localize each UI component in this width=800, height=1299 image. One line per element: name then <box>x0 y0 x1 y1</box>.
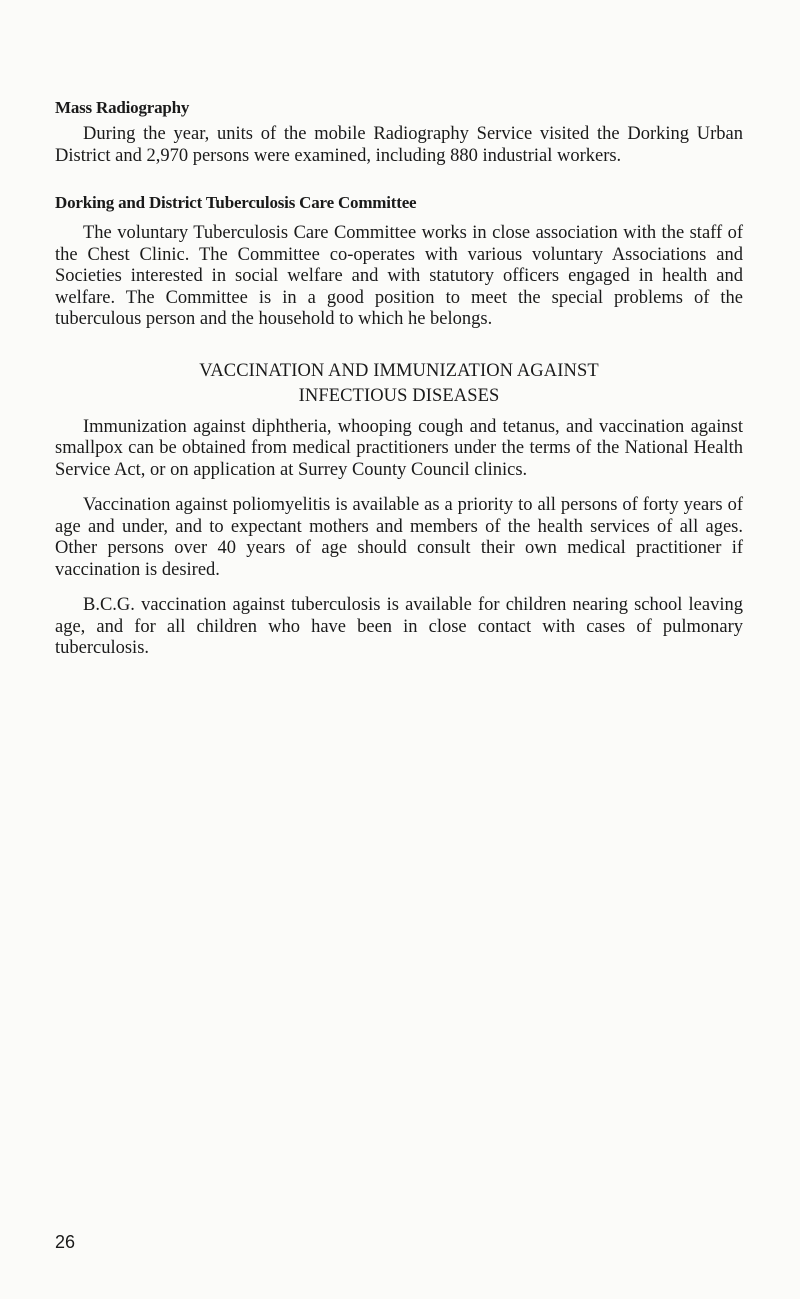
immunization-paragraph: Immunization against diphtheria, whooping cough and tetanus, and vaccination against smallpox can be obtained from medical practitioners under the terms of the National Health Service Act, or on application at Surrey County Council clinics. <box>55 416 743 480</box>
care-committee-heading: Dorking and District Tuberculosis Care Committee <box>55 193 417 212</box>
vaccination-title-line-2: INFECTIOUS DISEASES <box>298 385 500 406</box>
vaccination-section-title <box>55 359 743 409</box>
bcg-paragraph: B.C.G. vaccination against tuberculosis is available for children nearing school leaving age, and for all children who have been in close contact with cases of pulmonary tuberculosis. <box>55 595 743 658</box>
page-number: 26 <box>55 1232 76 1252</box>
document-page <box>55 97 743 660</box>
mass-radiography-heading: Mass Radiography <box>55 98 190 117</box>
care-committee-paragraph: The voluntary Tuberculosis Care Committee works in close association with the staff of the Chest Clinic. The Committee co-operates with various voluntary Associations and Societies interested in social welfare and with statutory officers engaged in health and welfare. The Committee is in a good position to meet the special problems of the tuberculous person and the household to which he belongs. <box>55 223 743 329</box>
poliomyelitis-paragraph: Vaccination against poliomyelitis is available as a priority to all persons of forty years of age and under, and to expectant mothers and members of the health services of all ages. Other persons over 40 years of age should consult their own medical practitioner if vaccination is desired. <box>55 495 743 580</box>
mass-radiography-paragraph: During the year, units of the mobile Radiography Service visited the Dorking Urban District and 2,970 persons were examined, including 880 industrial workers. <box>55 124 743 166</box>
vaccination-title-line-1: VACCINATION AND IMMUNIZATION AGAINST <box>199 360 599 381</box>
